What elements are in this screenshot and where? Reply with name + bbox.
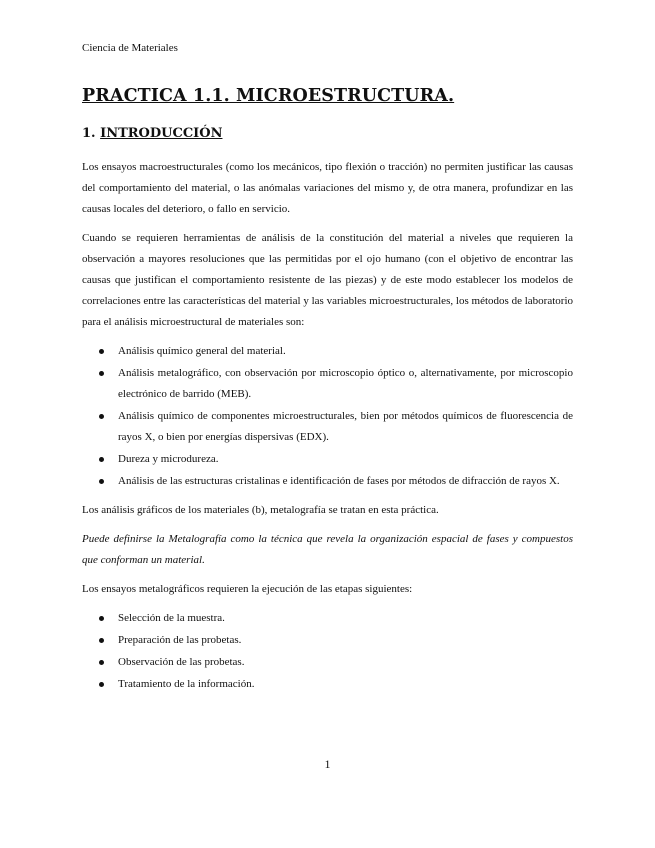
paragraph-intro: Los ensayos macroestructurales (como los mecánicos, tipo flexión o tracción) no permiten justificar las causas del comportamiento del material, o las anómalas variaciones del mismo y, de otra manera, profundizar en las causas locales del deterioro, o fallo en servicio. <box>82 161 573 215</box>
running-header: Ciencia de Materiales <box>82 42 178 54</box>
bullet-icon <box>99 616 104 621</box>
paragraph-methods-intro: Cuando se requieren herramientas de análisis de la constitución del material a niveles que requieren la observación a mayores resoluciones que las permitidas por el ojo humano (con el objetivo de encontrar las causas que justifican el comportamiento resistente de las piezas) y de este modo establecer los modelos de correlaciones entre las características del material y las variables microestructurales, los métodos de laboratorio para el análisis microestructural de materiales son: <box>82 232 573 328</box>
bullet-icon <box>99 479 104 484</box>
bullet-icon <box>99 457 104 462</box>
list-item: Observación de las probetas. <box>82 652 573 673</box>
paragraph-graphic-analysis: Los análisis gráficos de los materiales (b), metalografía se tratan en esta práctica. <box>82 504 439 516</box>
bullet-icon <box>99 682 104 687</box>
paragraph-definition: Puede definirse la Metalografía como la técnica que revela la organización espacial de fases y compuestos que conforman un material. <box>82 533 573 566</box>
page-number: 1 <box>324 757 331 771</box>
list-item: Tratamiento de la información. <box>82 674 573 695</box>
section-title: INTRODUCCIÓN <box>100 126 223 141</box>
list-item: Análisis metalográfico, con observación por microscopio óptico o, alternativamente, por microscopio electrónico de barrido (MEB). <box>82 363 573 405</box>
list-item: Selección de la muestra. <box>82 608 573 629</box>
bullet-icon <box>99 660 104 665</box>
page-content <box>82 86 573 703</box>
methods-list <box>82 341 573 492</box>
section-number: 1. <box>82 126 96 141</box>
section-heading <box>82 126 573 141</box>
bullet-icon <box>99 638 104 643</box>
list-item: Análisis de las estructuras cristalinas e identificación de fases por métodos de difracción de rayos X. <box>82 471 573 492</box>
bullet-icon <box>99 371 104 376</box>
list-item: Análisis químico de componentes microestructurales, bien por métodos químicos de fluorescencia de rayos X, o bien por energías dispersivas (EDX). <box>82 406 573 448</box>
bullet-icon <box>99 414 104 419</box>
list-item: Análisis químico general del material. <box>82 341 573 362</box>
list-item: Dureza y microdureza. <box>82 449 573 470</box>
list-item: Preparación de las probetas. <box>82 630 573 651</box>
stages-list <box>82 608 573 695</box>
document-title: PRACTICA 1.1. MICROESTRUCTURA. <box>82 86 455 106</box>
paragraph-stages-intro: Los ensayos metalográficos requieren la ejecución de las etapas siguientes: <box>82 583 413 595</box>
bullet-icon <box>99 349 104 354</box>
